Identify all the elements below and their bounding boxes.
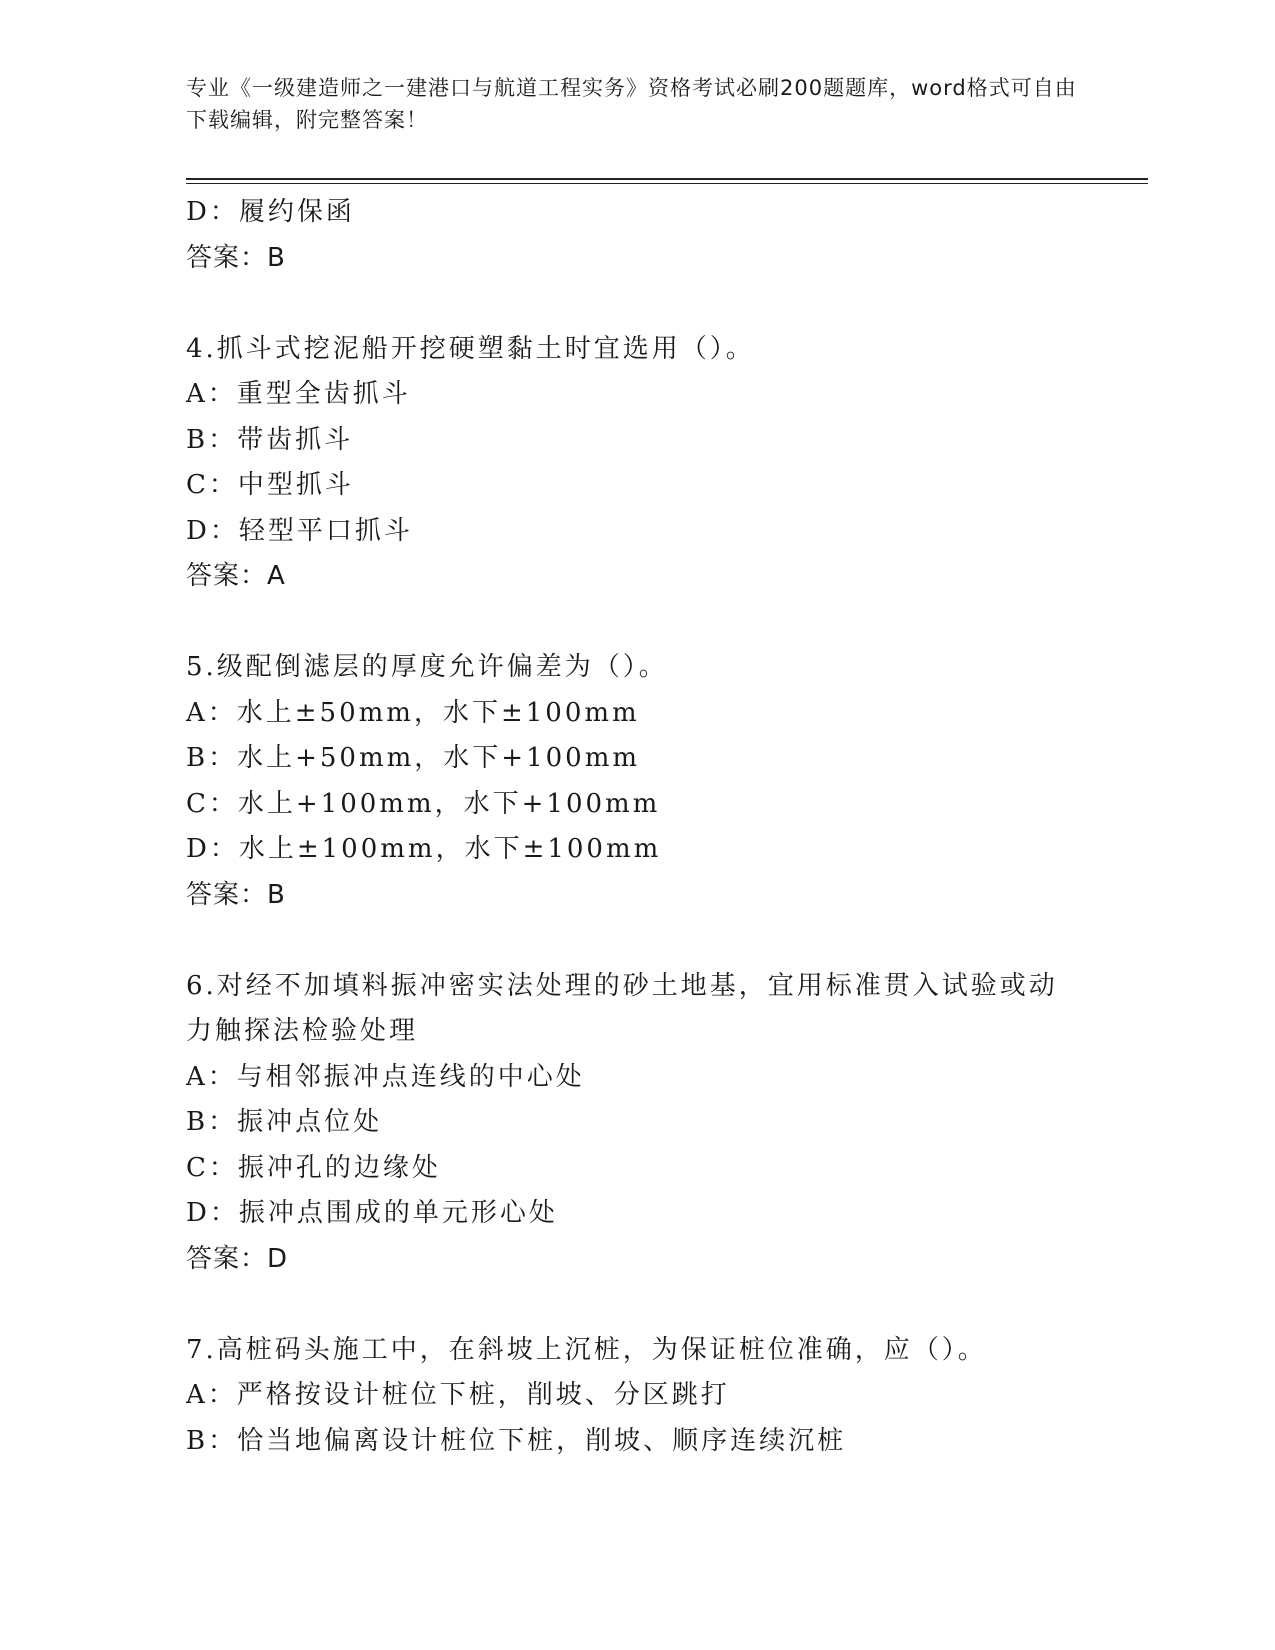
question-7-option-a: A：严格按设计桩位下桩，削坡、分区跳打: [186, 1380, 730, 1410]
prev-answer: 答案：B: [186, 242, 286, 273]
question-6-option-a: A：与相邻振冲点连线的中心处: [186, 1061, 585, 1092]
question-5-option-a: A：水上±50mm，水下±100mm: [186, 697, 640, 728]
question-4-option-b: B：带齿抓斗: [186, 424, 354, 455]
question-5-option-d: D：水上±100mm，水下±100mm: [186, 834, 662, 864]
prev-option-d: D：履约保函: [186, 197, 355, 227]
question-6-option-c: C：振冲孔的边缘处: [186, 1152, 441, 1183]
question-4-answer: 答案：A: [186, 561, 286, 591]
question-list: [186, 190, 1086, 1464]
question-7-stem: 7.高桩码头施工中，在斜坡上沉桩，为保证桩位准确，应（）。: [186, 1334, 987, 1365]
document-header: 专业《一级建造师之一建港口与航道工程实务》资格考试必刷200题题库，word格式可自由下载编辑，附完整答案！: [186, 76, 1077, 132]
header-rule-thin: [186, 183, 1148, 184]
question-4-stem: 4.抓斗式挖泥船开挖硬塑黏土时宜选用（）。: [186, 333, 755, 364]
question-5-option-b: B：水上+50mm，水下+100mm: [186, 743, 641, 773]
question-5-answer: 答案：B: [186, 879, 286, 910]
spacer: [186, 600, 1086, 646]
question-7-option-b: B：恰当地偏离设计桩位下桩，削坡、顺序连续沉桩: [186, 1425, 847, 1456]
spacer: [186, 918, 1086, 964]
header-rule-thick: [186, 178, 1148, 180]
question-4-option-c: C：中型抓斗: [186, 470, 354, 500]
question-6-answer: 答案：D: [186, 1243, 289, 1274]
spacer: [186, 1282, 1086, 1328]
question-6-option-d: D：振冲点围成的单元形心处: [186, 1198, 558, 1228]
spacer: [186, 281, 1086, 327]
question-5-stem: 5.级配倒滤层的厚度允许偏差为（）。: [186, 652, 668, 682]
question-5-option-c: C：水上+100mm，水下+100mm: [186, 788, 661, 819]
question-4-option-a: A：重型全齿抓斗: [186, 379, 411, 409]
question-6-option-b: B：振冲点位处: [186, 1107, 383, 1137]
question-4-option-d: D：轻型平口抓斗: [186, 515, 413, 546]
question-6-stem: 6.对经不加填料振冲密实法处理的砂土地基，宜用标准贯入试验或动力触探法检验处理: [186, 970, 1058, 1046]
